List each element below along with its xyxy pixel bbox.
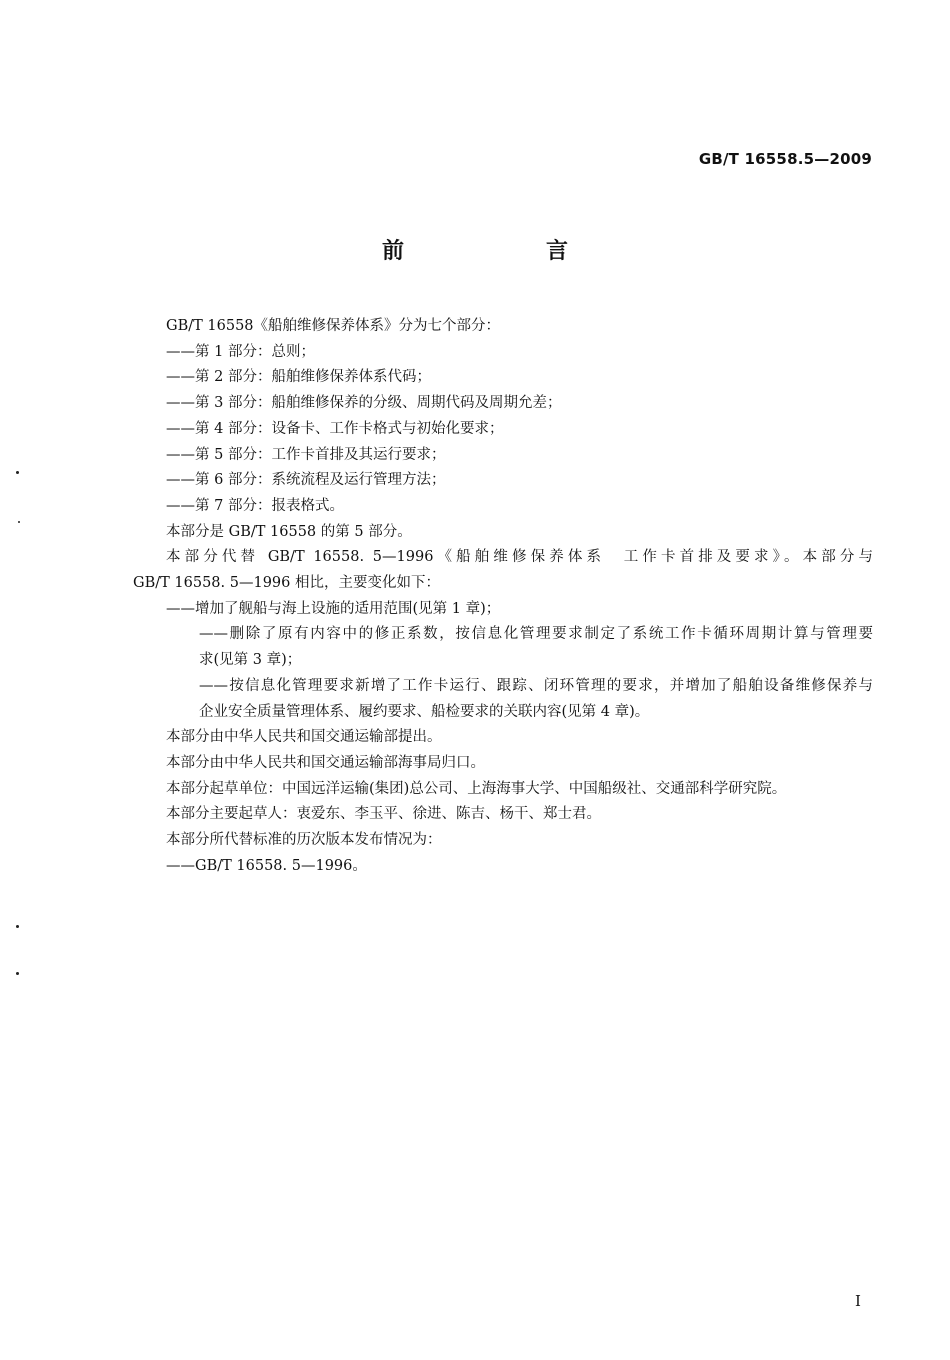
foreword-body: [133, 314, 873, 879]
part-list-item: ——第 7 部分：报表格式。: [166, 497, 344, 514]
replacement-paragraph-line: 本部分代替 GB/T 16558. 5—1996《船舶维修保养体系 工作卡首排及要求》。本部分与: [166, 549, 873, 566]
part-list-item: ——第 1 部分：总则；: [166, 343, 315, 360]
part-list-item: ——第 6 部分：系统流程及运行管理方法；: [166, 472, 446, 489]
page-number: I: [855, 1292, 861, 1310]
proposed-by-paragraph: 本部分由中华人民共和国交通运输部提出。: [166, 729, 442, 746]
intro-paragraph: GB/T 16558《船舶维修保养体系》分为七个部分：: [166, 318, 501, 334]
part-list-item: ——第 2 部分：船舶维修保养体系代码；: [166, 369, 431, 386]
change-text: 求(见第 3 章)；: [199, 652, 302, 669]
change-text: ——增加了舰船与海上设施的适用范围(见第 1 章)；: [166, 600, 501, 617]
replacement-paragraph-line: GB/T 16558. 5—1996 相比，主要变化如下：: [133, 575, 440, 592]
history-intro-paragraph: 本部分所代替标准的历次版本发布情况为：: [166, 832, 442, 849]
change-text: 企业安全质量管理体系、履约要求、船检要求的关联内容(见第 4 章)。: [199, 703, 650, 720]
history-list-item: ——GB/T 16558. 5—1996。: [166, 857, 367, 874]
scan-speck: [16, 972, 19, 975]
scan-speck: [16, 471, 19, 474]
change-text: ——按信息化管理要求新增了工作卡运行、跟踪、闭环管理的要求，并增加了船舶设备维修保养与: [199, 677, 873, 694]
change-list-item: [133, 674, 873, 725]
page-title: 前 言: [381, 239, 628, 264]
managed-by-paragraph: 本部分由中华人民共和国交通运输部海事局归口。: [166, 754, 485, 771]
standard-number: GB/T 16558.5—2009: [698, 150, 872, 168]
change-list-item: [133, 597, 873, 623]
change-text: ——删除了原有内容中的修正系数，按信息化管理要求制定了系统工作卡循环周期计算与管理要: [199, 626, 873, 643]
part-list-item: ——第 4 部分：设备卡、工作卡格式与初始化要求；: [166, 420, 504, 437]
scan-speck: [18, 521, 20, 523]
drafters-paragraph: 本部分主要起草人：衷爱东、李玉平、徐进、陈吉、杨干、郑士君。: [166, 806, 601, 823]
part-list-item: ——第 3 部分：船舶维修保养的分级、周期代码及周期允差；: [166, 395, 562, 412]
drafting-units-paragraph: 本部分起草单位：中国远洋运输(集团)总公司、上海海事大学、中国船级社、交通部科学研究院。: [166, 780, 787, 797]
part-list-item: ——第 5 部分：工作卡首排及其运行要求；: [166, 446, 446, 463]
this-part-paragraph: 本部分是 GB/T 16558 的第 5 部分。: [166, 523, 412, 540]
change-list-item: [133, 622, 873, 673]
scan-speck: [16, 925, 19, 928]
